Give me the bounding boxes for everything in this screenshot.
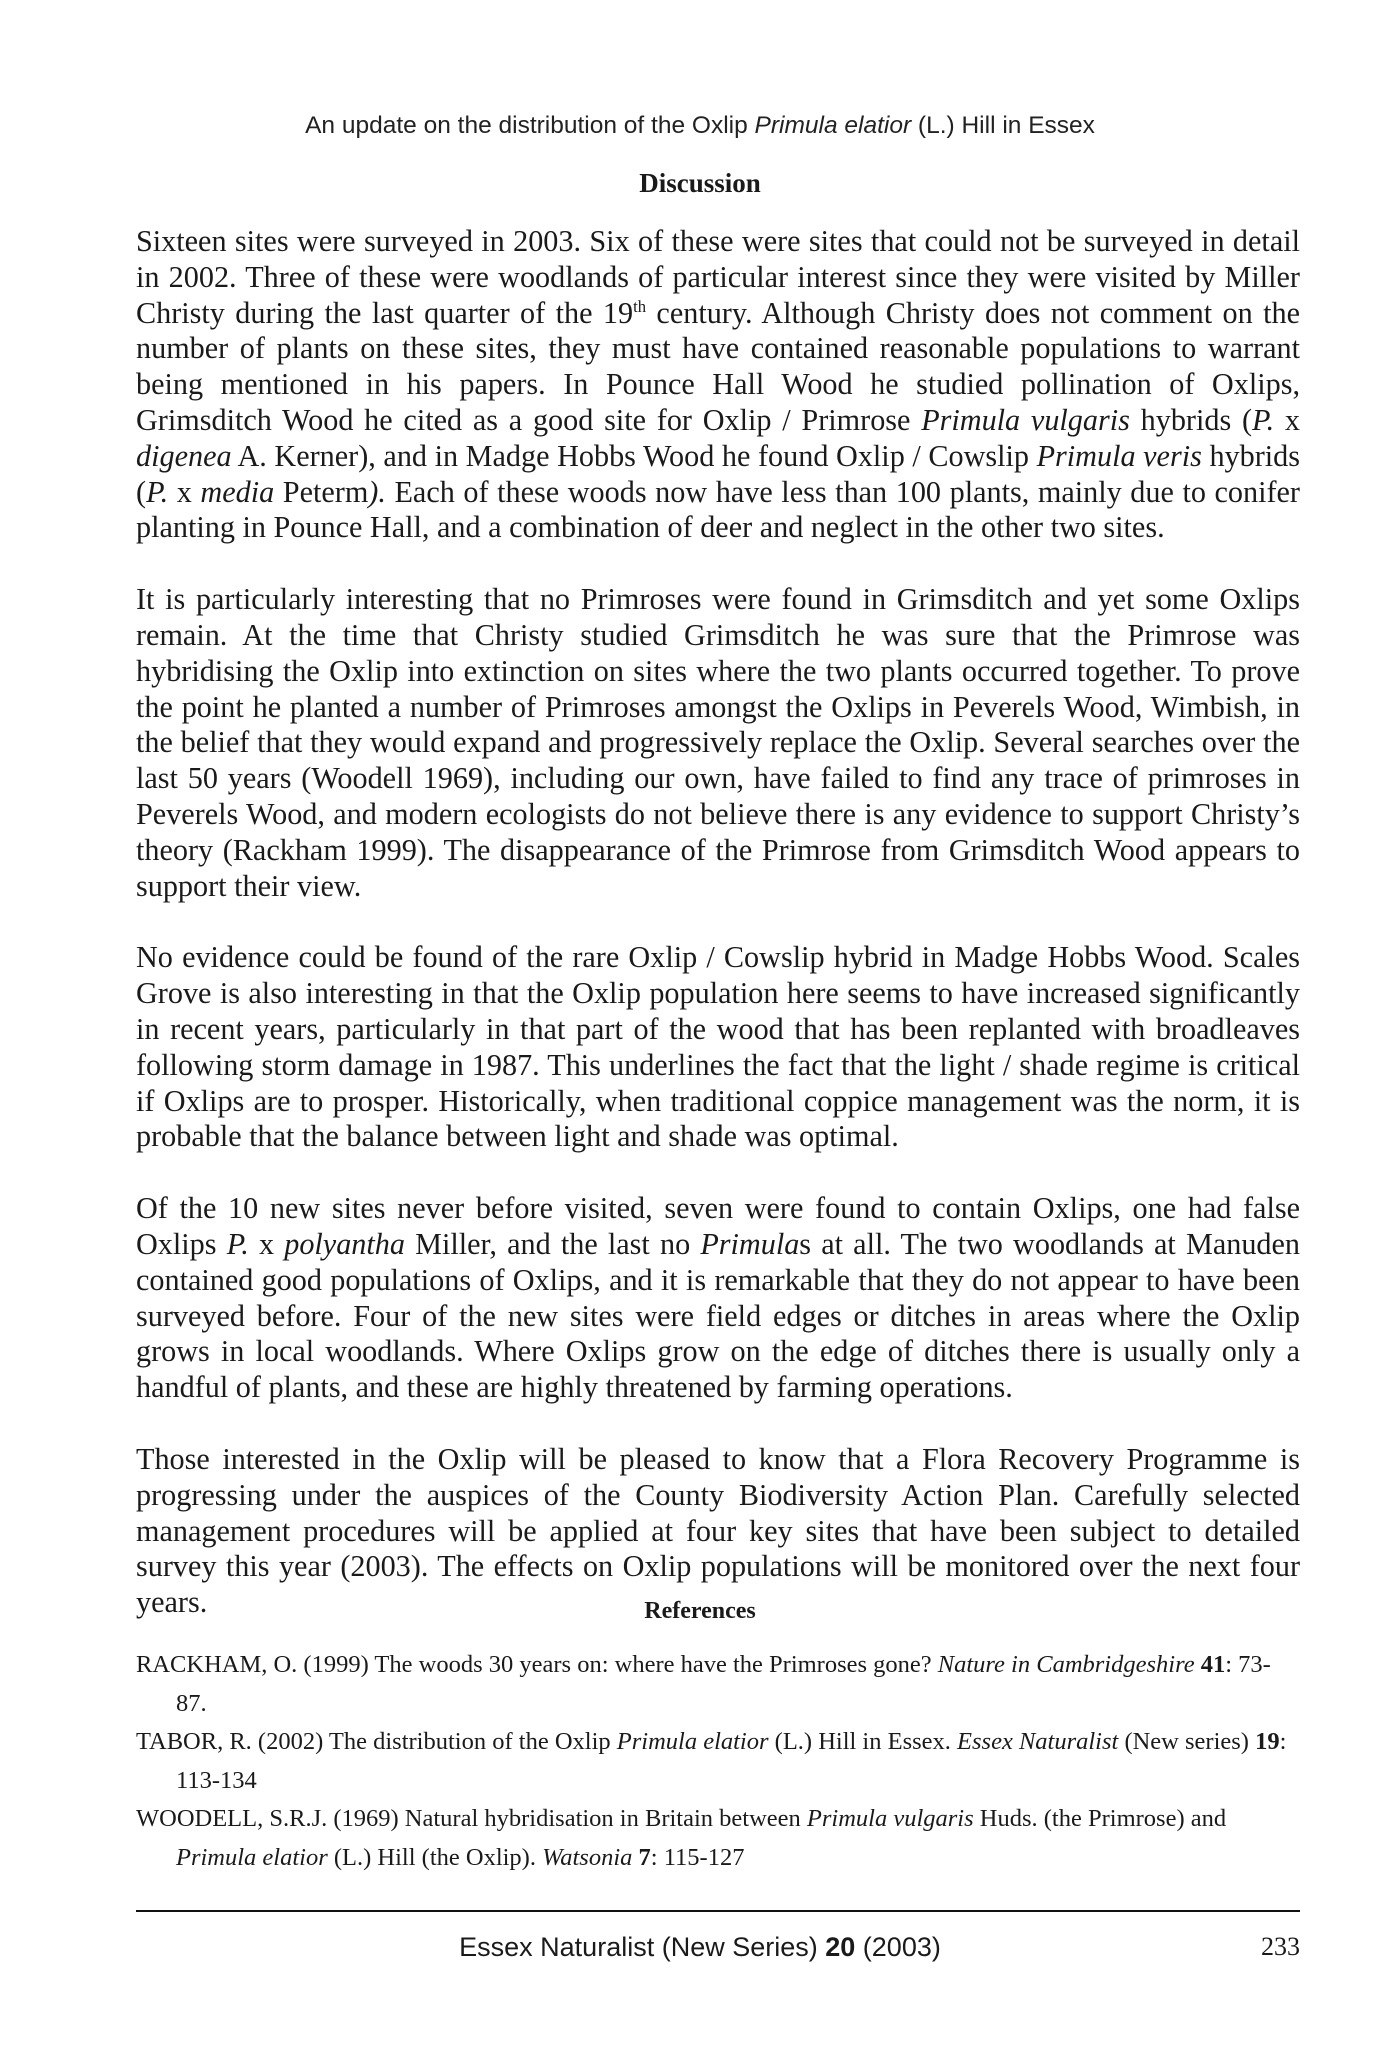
text-run: x [1274,402,1300,437]
text-run: x [168,474,201,509]
running-head-text-end: (L.) Hill in Essex [911,112,1095,139]
journal-title: Nature in Cambridgeshire [937,1651,1195,1678]
text-run: (New series) [1118,1728,1256,1755]
running-head [0,112,1400,140]
species-name: Primula vulgaris [921,402,1130,437]
text-run: hybrids ( [136,438,1300,509]
pages: : 73-87. [176,1651,1271,1717]
text-run: Sixteen sites were surveyed in 2003. Six of these were sites that could not be surveyed in detail in 2002. Three of these were woodlands of particular interest since they were visited by Miller Christy during the last quarter of the 19 [136,224,1300,330]
section-heading-discussion: Discussion [639,168,761,198]
footer-volume: 20 [825,1932,856,1962]
journal-title: Essex Naturalist [957,1728,1119,1755]
species-name: P. [146,474,169,509]
text-run: A. Kerner), and in Madge Hobbs Wood he found Oxlip / Cowslip [231,438,1037,473]
text-run: Essex Naturalist (New Series) [459,1932,826,1962]
paragraph-3: No evidence could be found of the rare Oxlip / Cowslip hybrid in Madge Hobbs Wood. Scales Grove is also interesting in that the Oxlip population here seems to have increased significantly in recent years, particularly in that part of the wood that has been replanted with broadleaves following storm damage in 1987. This underlines the fact that the light / shade regime is critical if Oxlips are to prosper. Historically, when traditional coppice management was the norm, it is probable that the balance between light and shade was optimal. [136,940,1300,1154]
species-name: Primula vulgaris [806,1805,974,1832]
volume: 41 [1200,1651,1226,1678]
species-name: media [200,474,275,509]
footer-journal-title [0,1932,1400,1963]
pages: : 115-127 [650,1843,745,1871]
superscript: th [633,296,647,316]
footer-rule [136,1910,1300,1912]
paragraph-1 [136,224,1300,546]
text-run: RACKHAM, O. (1999) The woods 30 years on: where have the Primroses gone? [136,1651,938,1678]
volume: 19 [1255,1728,1280,1755]
volume: 7 [638,1843,651,1871]
species-name: P. [226,1226,249,1261]
species-name: digenea [136,438,232,473]
text-run: Of the 10 new sites never before visited, seven were found to contain Oxlips, one had false Oxlips [136,1191,1300,1261]
species-name: P. [1252,402,1275,437]
discussion-body [136,224,1300,1621]
reference-item [136,1800,1300,1877]
text-run: Miller, and the last no [404,1226,701,1261]
text-run: WOODELL, S.R.J. (1969) Natural hybridisation in Britain between [136,1805,807,1832]
species-name: Primula elatior [176,1843,328,1871]
text-run: TABOR, R. (2002) The distribution of the Oxlip [136,1728,617,1755]
pages: : 113-134 [176,1728,1287,1794]
text-run: (L.) Hill (the Oxlip). [327,1843,543,1871]
species-name: Primula [700,1226,800,1261]
text-run: s at all. The two woodlands at Manuden contained good populations of Oxlips, and it is remarkable that they do not appear to have been surveyed before. Four of the new sites were field edges or ditches in areas where the Oxlip grows in local woodlands. Where Oxlips grow on the edge of ditches there is usually only a handful of plants, and these are highly threatened by farming operations. [136,1226,1300,1405]
text-run-italic: ). [368,474,386,509]
text-run: century. Although Christy does not comment on the number of plants on these sites, they must have contained reasonable populations to warrant being mentioned in his papers. In Pounce Hall Wood he studied pollination of Oxlips, Grimsditch Wood he cited as a good site for Oxlip / Primrose [136,295,1301,437]
reference-list [136,1646,1300,1877]
text-run: Huds. (the Primrose) and [973,1805,1227,1832]
paragraph-4 [136,1191,1300,1406]
species-name: polyantha [284,1226,405,1261]
paragraph-2: It is particularly interesting that no Primroses were found in Grimsditch and yet some Oxlips remain. At the time that Christy studied Grimsditch he was sure that the Primrose was hybridising the Oxlip into extinction on sites where the two plants occurred together. To prove the point he planted a number of Primroses amongst the Oxlips in Peverels Wood, Wimbish, in the belief that they would expand and progressively replace the Oxlip. Several searches over the last 50 years (Woodell 1969), including our own, have failed to find any trace of primroses in Peverels Wood, and modern ecologists do not believe there is any evidence to support Christy’s theory (Rackham 1999). The disappearance of the Primrose from Grimsditch Wood appears to support their view. [136,582,1300,903]
reference-item [136,1723,1300,1800]
page-number: 233 [1261,1932,1300,1961]
reference-item [136,1646,1300,1723]
running-head-species: Primula elatior [754,112,912,139]
footer-year: (2003) [855,1932,941,1962]
section-heading-references: References [644,1598,756,1624]
species-name: Primula elatior [616,1728,769,1755]
journal-title: Watsonia [542,1843,633,1871]
paragraph-5: Those interested in the Oxlip will be pleased to know that a Flora Recovery Programme is progressing under the auspices of the County Biodiversity Action Plan. Carefully selected management procedures will be applied at four key sites that have been subject to detailed survey this year (2003). The effects on Oxlip populations will be monitored over the next four years. [136,1441,1300,1620]
species-name: Primula veris [1036,438,1202,473]
text-run: (L.) Hill in Essex. [768,1728,958,1755]
text-run: Peterm [274,474,369,509]
text-run: hybrids ( [1129,402,1253,437]
text-run: Each of these woods now have less than 100 plants, mainly due to conifer planting in Pounce Hall, and a combination of deer and neglect in the other two sites. [136,474,1300,545]
running-head-text: An update on the distribution of the Oxlip [305,112,755,139]
text-run: x [248,1226,285,1261]
